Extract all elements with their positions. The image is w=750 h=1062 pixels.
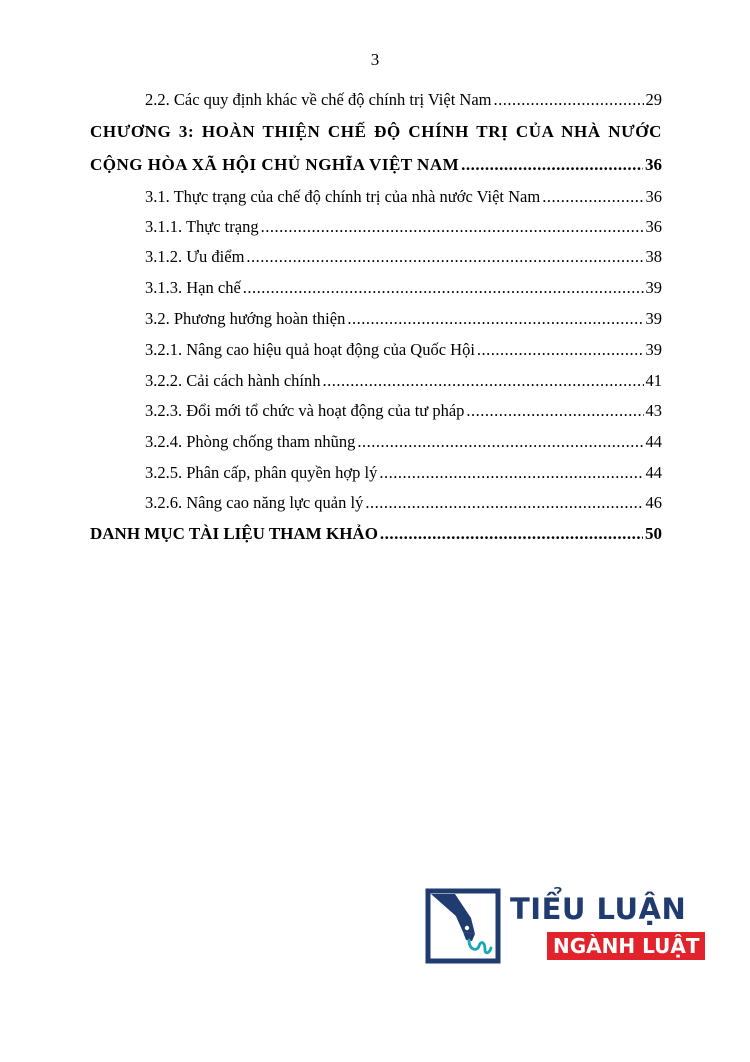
toc-entry-page: 36 [645, 217, 662, 236]
toc-entry-3-2-3 [145, 401, 662, 421]
dot-leader [365, 493, 643, 513]
toc-entry-3-2-4 [145, 432, 662, 452]
page-number: 3 [370, 50, 380, 69]
toc-entry-page: 36 [645, 187, 662, 206]
toc-entry-title: 3.1. Thực trạng của chế độ chính trị của nhà nước Việt Nam [145, 187, 541, 206]
toc-entry-title: 3.2. Phương hướng hoàn thiện [145, 309, 346, 328]
toc-entry-3-2-1 [145, 340, 662, 360]
toc-entry-references [90, 524, 662, 544]
logo-subtitle: NGÀNH LUẬT [547, 932, 705, 960]
dot-leader [494, 90, 644, 110]
toc-entry-title: 2.2. Các quy định khác về chế độ chính trị Việt Nam [145, 90, 492, 109]
dot-leader [323, 371, 644, 391]
toc-entry-title: 3.1.1. Thực trạng [145, 217, 259, 236]
toc-entry-title: 3.2.4. Phòng chống tham nhũng [145, 432, 356, 451]
dot-leader [261, 217, 644, 237]
logo-title: TIỂU LUẬN [510, 892, 687, 926]
toc-entry-title: 3.1.2. Ưu điểm [145, 247, 245, 266]
toc-entry-3-2-5 [145, 463, 662, 483]
toc-entry-page: 29 [645, 90, 662, 109]
toc-entry-title: CỘNG HÒA XÃ HỘI CHỦ NGHĨA VIỆT NAM [90, 155, 460, 174]
toc-entry-3-1-2 [145, 247, 662, 267]
dot-leader [357, 432, 643, 452]
toc-entry-2-2 [145, 90, 662, 110]
dot-leader [246, 247, 643, 267]
dot-leader [466, 401, 643, 421]
dot-leader [243, 278, 644, 298]
toc-entry-3-1 [145, 187, 662, 207]
fountain-pen-icon [425, 888, 501, 964]
toc-entry-page: 38 [645, 247, 662, 266]
tieu-luan-logo [425, 888, 700, 968]
chapter-3-heading: CHƯƠNG 3: HOÀN THIỆN CHẾ ĐỘ CHÍNH TRỊ CỦA NHÀ NƯỚC [90, 122, 662, 141]
toc-entry-3-1-1 [145, 217, 662, 237]
toc-entry-title: 3.2.5. Phân cấp, phân quyền hợp lý [145, 463, 378, 482]
dot-leader [347, 309, 643, 329]
toc-entry-page: 41 [645, 371, 662, 390]
toc-entry-3-1-3 [145, 278, 662, 298]
toc-entry-page: 50 [645, 524, 662, 543]
toc-entry-title: 3.1.3. Hạn chế [145, 278, 241, 297]
toc-entry-title: DANH MỤC TÀI LIỆU THAM KHẢO [90, 524, 378, 543]
toc-entry-page: 36 [645, 155, 662, 174]
toc-entry-title: 3.2.3. Đổi mới tổ chức và hoạt động của tư pháp [145, 401, 465, 420]
dot-leader [379, 463, 643, 483]
toc-entry-page: 46 [645, 493, 662, 512]
toc-entry-page: 39 [645, 278, 662, 297]
toc-entry-title: 3.2.6. Nâng cao năng lực quản lý [145, 493, 364, 512]
toc-entry-title: 3.2.1. Nâng cao hiệu quả hoạt động của Quốc Hội [145, 340, 475, 359]
toc-entry-page: 44 [645, 432, 662, 451]
toc-entry-3-2-2 [145, 371, 662, 391]
dot-leader [477, 340, 644, 360]
toc-entry-3-2 [145, 309, 662, 329]
toc-entry-page: 39 [645, 309, 662, 328]
toc-entry-page: 39 [645, 340, 662, 359]
toc-entry-chapter-3 [90, 155, 662, 175]
dot-leader [461, 155, 643, 175]
toc-entry-title: 3.2.2. Cải cách hành chính [145, 371, 321, 390]
toc-entry-page: 44 [645, 463, 662, 482]
toc-entry-page: 43 [645, 401, 662, 420]
toc-entry-3-2-6 [145, 493, 662, 513]
dot-leader [380, 524, 643, 544]
dot-leader [542, 187, 643, 207]
